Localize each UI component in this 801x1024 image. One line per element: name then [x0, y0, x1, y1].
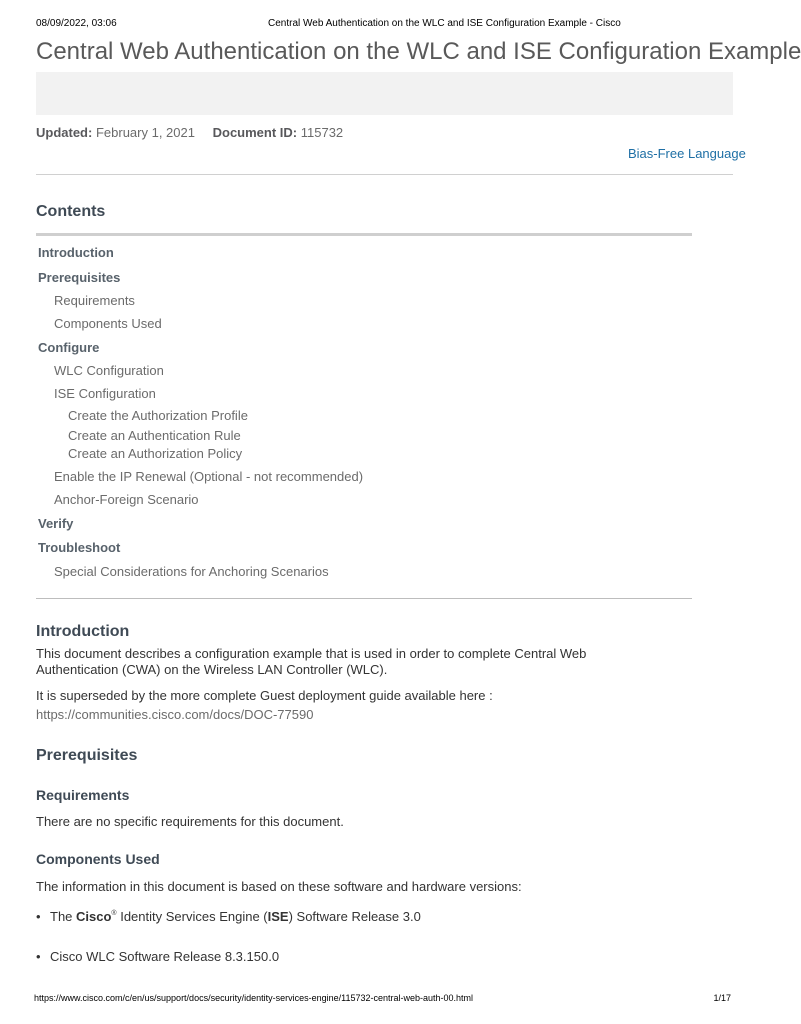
guest-deployment-guide-link[interactable]: https://communities.cisco.com/docs/DOC-77590	[36, 707, 314, 722]
bullet-text: ) Software Release 3.0	[288, 909, 421, 924]
toc-link-introduction[interactable]: Introduction	[38, 245, 114, 260]
bullet-marker: •	[36, 949, 41, 964]
print-doc-title: Central Web Authentication on the WLC and ISE Configuration Example - Cisco	[268, 18, 621, 29]
components-used-text: The information in this document is based on these software and hardware versions:	[36, 879, 522, 894]
page-title: Central Web Authentication on the WLC and ISE Configuration Example	[36, 38, 801, 65]
divider	[36, 174, 733, 175]
toc-link-wlc-configuration[interactable]: WLC Configuration	[54, 363, 164, 378]
bullet-marker: •	[36, 909, 41, 924]
toc-link-ise-configuration[interactable]: ISE Configuration	[54, 386, 156, 401]
toc-link-special-considerations[interactable]: Special Considerations for Anchoring Scenarios	[54, 564, 329, 579]
components-used-heading: Components Used	[36, 851, 160, 867]
bias-free-language-link[interactable]: Bias-Free Language	[628, 146, 746, 161]
toc-link-verify[interactable]: Verify	[38, 516, 74, 531]
document-id-value: 115732	[300, 125, 344, 140]
print-page-number: 1/17	[713, 993, 731, 1003]
divider	[36, 598, 692, 599]
document-id-label: Document ID:	[212, 125, 298, 140]
bullet-text: Identity Services Engine (	[116, 909, 268, 924]
toc-link-troubleshoot[interactable]: Troubleshoot	[38, 540, 121, 555]
requirements-heading: Requirements	[36, 787, 130, 803]
bullet-text-bold: Cisco	[76, 909, 112, 924]
toc-link-requirements[interactable]: Requirements	[54, 293, 135, 308]
list-item	[36, 909, 421, 924]
print-datetime: 08/09/2022, 03:06	[36, 18, 117, 29]
list-item	[36, 949, 279, 964]
toc-link-create-authentication-rule[interactable]: Create an Authentication Rule	[68, 428, 241, 443]
bullet-text: Cisco WLC Software Release 8.3.150.0	[50, 949, 280, 964]
introduction-paragraph-1: This document describes a configuration example that is used in order to complete Central Web Authentication (CWA) on the Wireless LAN Controller (WLC).	[36, 646, 587, 677]
toc-link-anchor-foreign-scenario[interactable]: Anchor-Foreign Scenario	[54, 492, 199, 507]
registered-mark: ®	[111, 910, 117, 917]
toc-link-components-used[interactable]: Components Used	[54, 316, 162, 331]
prerequisites-heading: Prerequisites	[36, 747, 138, 764]
print-url: https://www.cisco.com/c/en/us/support/docs/security/identity-services-engine/115732-central-web-auth-00.html	[34, 993, 474, 1003]
introduction-paragraph-2: It is superseded by the more complete Guest deployment guide available here :	[36, 688, 493, 703]
introduction-heading: Introduction	[36, 623, 130, 640]
toc-link-enable-ip-renewal[interactable]: Enable the IP Renewal (Optional - not recommended)	[54, 469, 364, 484]
updated-label: Updated:	[36, 125, 93, 140]
toc-link-configure[interactable]: Configure	[38, 340, 100, 355]
bullet-text: The	[50, 909, 77, 924]
requirements-text: There are no specific requirements for this document.	[36, 814, 344, 829]
contents-heading: Contents	[36, 203, 106, 220]
print-header	[36, 18, 732, 30]
toc-link-prerequisites[interactable]: Prerequisites	[38, 270, 121, 285]
introduction-link-line	[36, 707, 596, 723]
updated-value: February 1, 2021	[95, 125, 195, 140]
title-band	[36, 72, 733, 115]
bullet-text-bold: ISE	[267, 909, 289, 924]
contents-bar	[36, 233, 692, 236]
document-meta	[36, 125, 343, 140]
toc-link-create-authorization-profile[interactable]: Create the Authorization Profile	[68, 408, 248, 423]
toc-link-create-authorization-policy[interactable]: Create an Authorization Policy	[68, 446, 243, 461]
